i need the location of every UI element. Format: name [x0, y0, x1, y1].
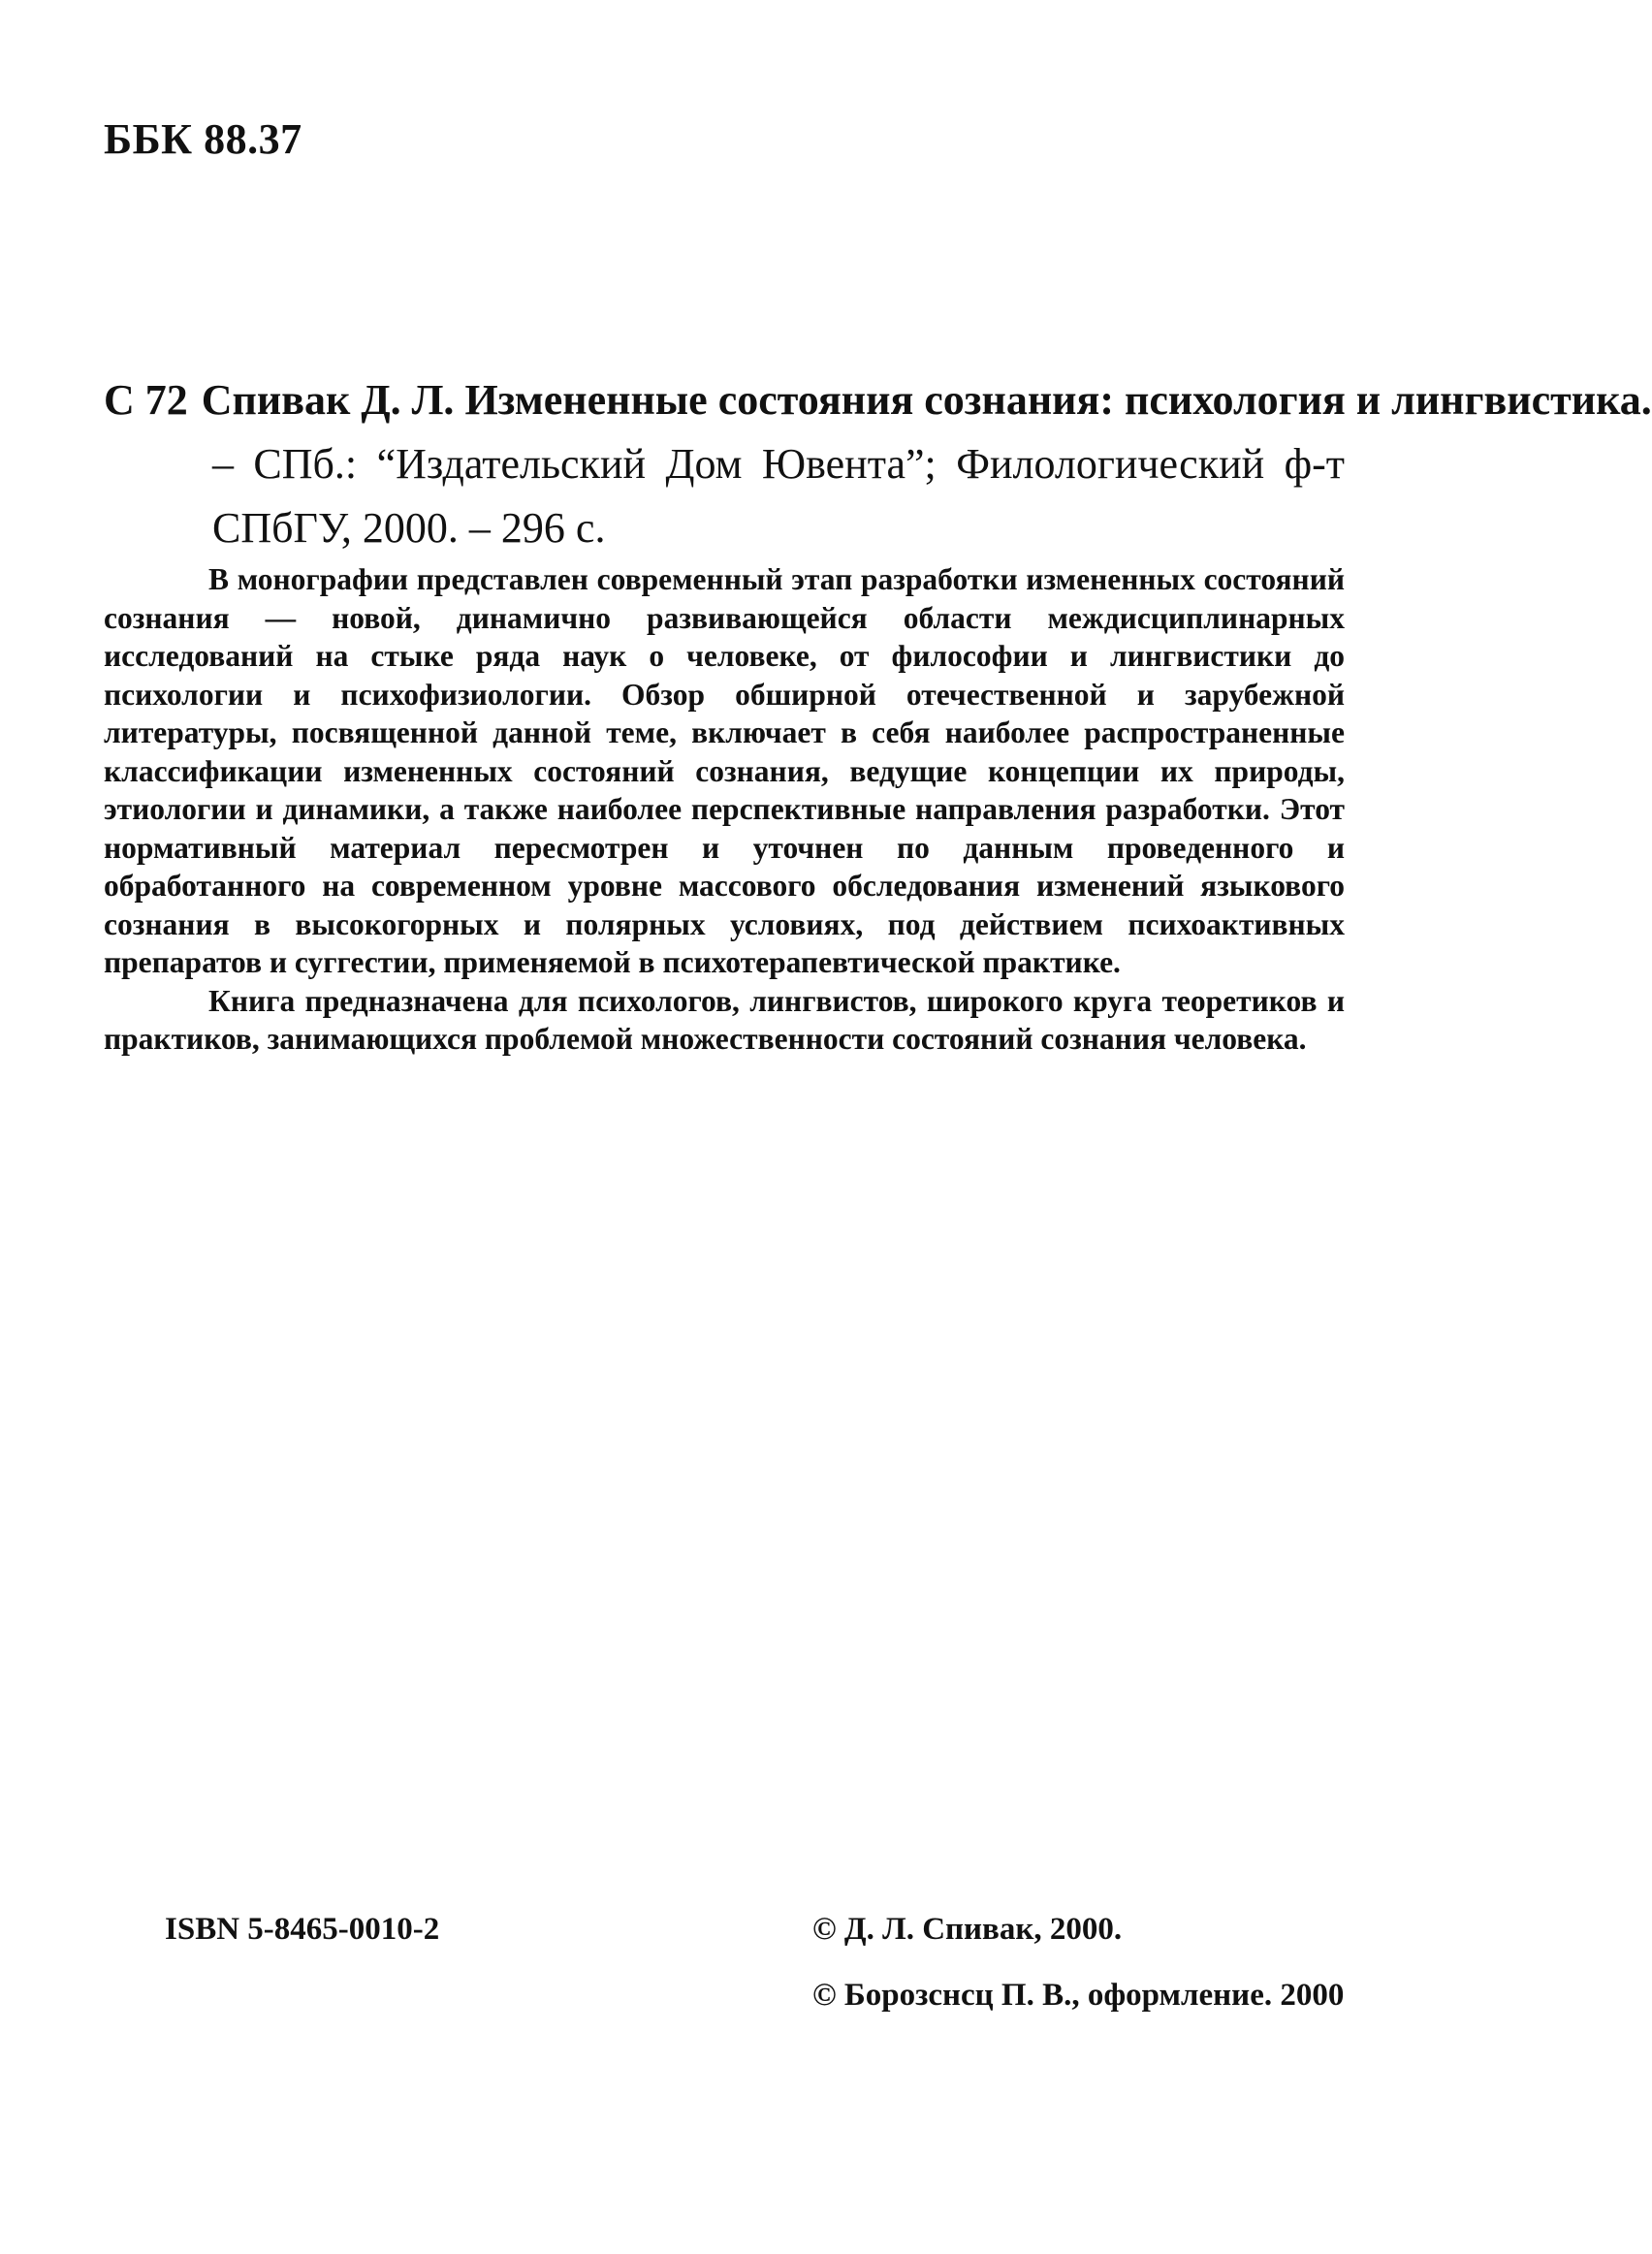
catalog-title: Измененные состояния сознания: психология и лингвистика. — [464, 376, 1652, 424]
catalog-entry-heading — [104, 368, 1652, 432]
catalog-author: Спивак Д. Л. — [201, 376, 455, 424]
bbk-classification: ББК 88.37 — [104, 115, 302, 163]
abstract — [104, 560, 1345, 1059]
abstract-paragraph: В монографии представлен современный этап разработки измененных состояний сознания — новой, динамично развивающейся области междисциплинарных исследований на стыке ряда наук о человеке, от философии и лингвистики до психологии и психофизиологии. Обзор обширной отечественной и зарубежной литературы, посвященной данной теме, включает в себя наиболее распространенные классификации измененных состояний сознания, ведущие концепции их природы, этиологии и динамики, а также наиболее перспективные направления разработки. Этот нормативный материал пересмотрен и уточнен по данным проведенного и обработанного на современном уровне массового обследования изменений языкового сознания в высокогорных и полярных условиях, под действием психоактивных препаратов и суггестии, применяемой в психотерапевтической практике. — [104, 562, 1345, 979]
copyright-author: © Д. Л. Спивак, 2000. — [812, 1912, 1123, 1947]
catalog-publication: – СПб.: “Издательский Дом Ювента”; Филологический ф-т СПбГУ, 2000. – 296 с. — [212, 440, 1345, 552]
catalog-entry — [104, 368, 1652, 560]
abstract-paragraph: Книга предназначена для психологов, лингвистов, широкого круга теоретиков и практиков, занимающихся проблемой множественности состояний сознания человека. — [104, 983, 1345, 1056]
copyright-design: © Борозснсц П. В., оформление. 2000 — [812, 1978, 1345, 2013]
catalog-code: С 72 — [104, 376, 188, 424]
isbn: ISBN 5-8465-0010-2 — [165, 1912, 440, 1947]
